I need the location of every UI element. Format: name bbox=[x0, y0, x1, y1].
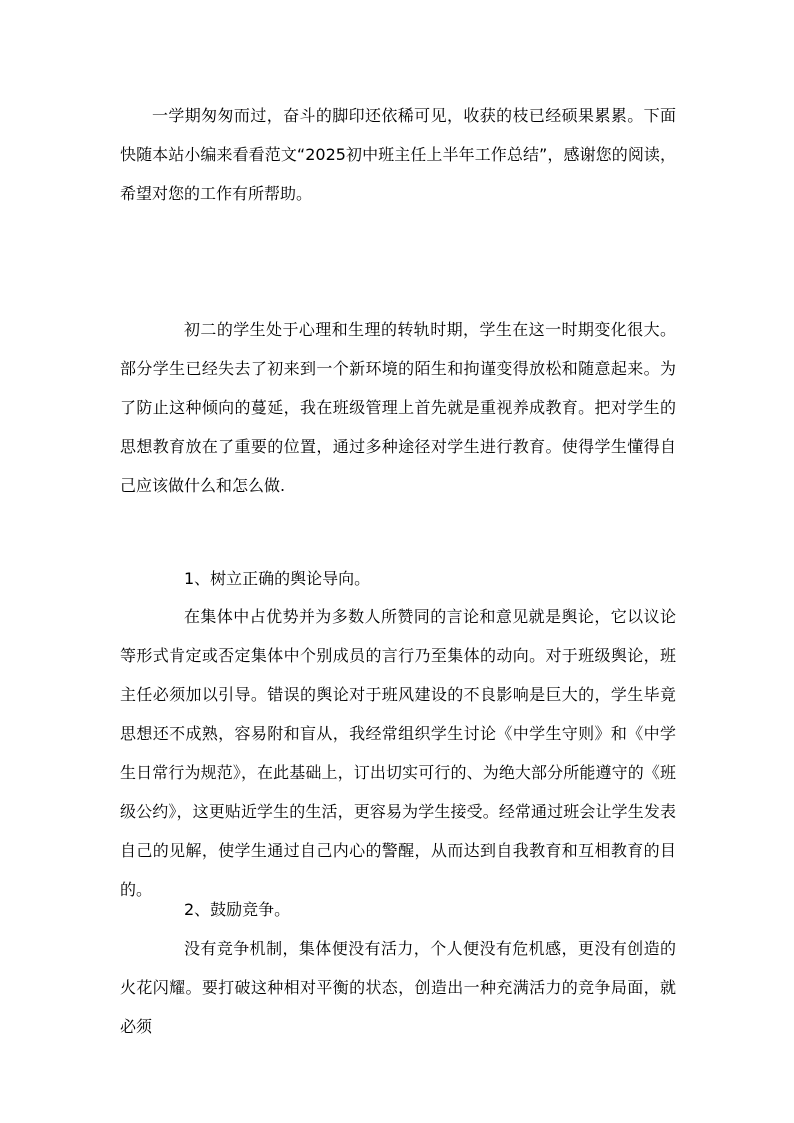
section-2-paragraph: 没有竞争机制，集体便没有活力，个人便没有危机感，更没有创造的火花闪耀。要打破这种相对平衡的状态，创造出一种充满活力的竞争局面，就必须 bbox=[120, 939, 676, 1036]
intro-paragraph: 一学期匆匆而过，奋斗的脚印还依稀可见，收获的枝已经硕果累累。下面快随本站小编来看看范文“2025初中班主任上半年工作总结”，感谢您的阅读，希望对您的工作有所帮助。 bbox=[120, 106, 676, 203]
section-1-heading: 1、树立正确的舆论导向。 bbox=[184, 569, 371, 588]
section-1-paragraph: 在集体中占优势并为多数人所赞同的言论和意见就是舆论，它以议论等形式肯定或否定集体中个别成员的言行乃至集体的动向。对于班级舆论，班主任必须加以引导。错误的舆论对于班风建设的不良影响是巨大的，学生毕竟思想还不成熟，容易附和盲从，我经常组织学生讨论《中学生守则》和《中学生日常行为规范》，在此基础上，订出切实可行的、为绝大部分所能遵守的《班级公约》，这更贴近学生的生活，更容易为学生接受。经常通过班会让学生发表自己的见解，使学生通过自己内心的警醒，从而达到自我教育和互相教育的目的。 bbox=[120, 607, 676, 899]
section-2-heading: 2、鼓励竞争。 bbox=[184, 900, 291, 919]
opening-paragraph: 初二的学生处于心理和生理的转轨时期，学生在这一时期变化很大。部分学生已经失去了初来到一个新环境的陌生和拘谨变得放松和随意起来。为了防止这种倾向的蔓延，我在班级管理上首先就是重视养成教育。把对学生的思想教育放在了重要的位置，通过多种途径对学生进行教育。使得学生懂得自己应该做什么和怎么做. bbox=[120, 320, 676, 495]
